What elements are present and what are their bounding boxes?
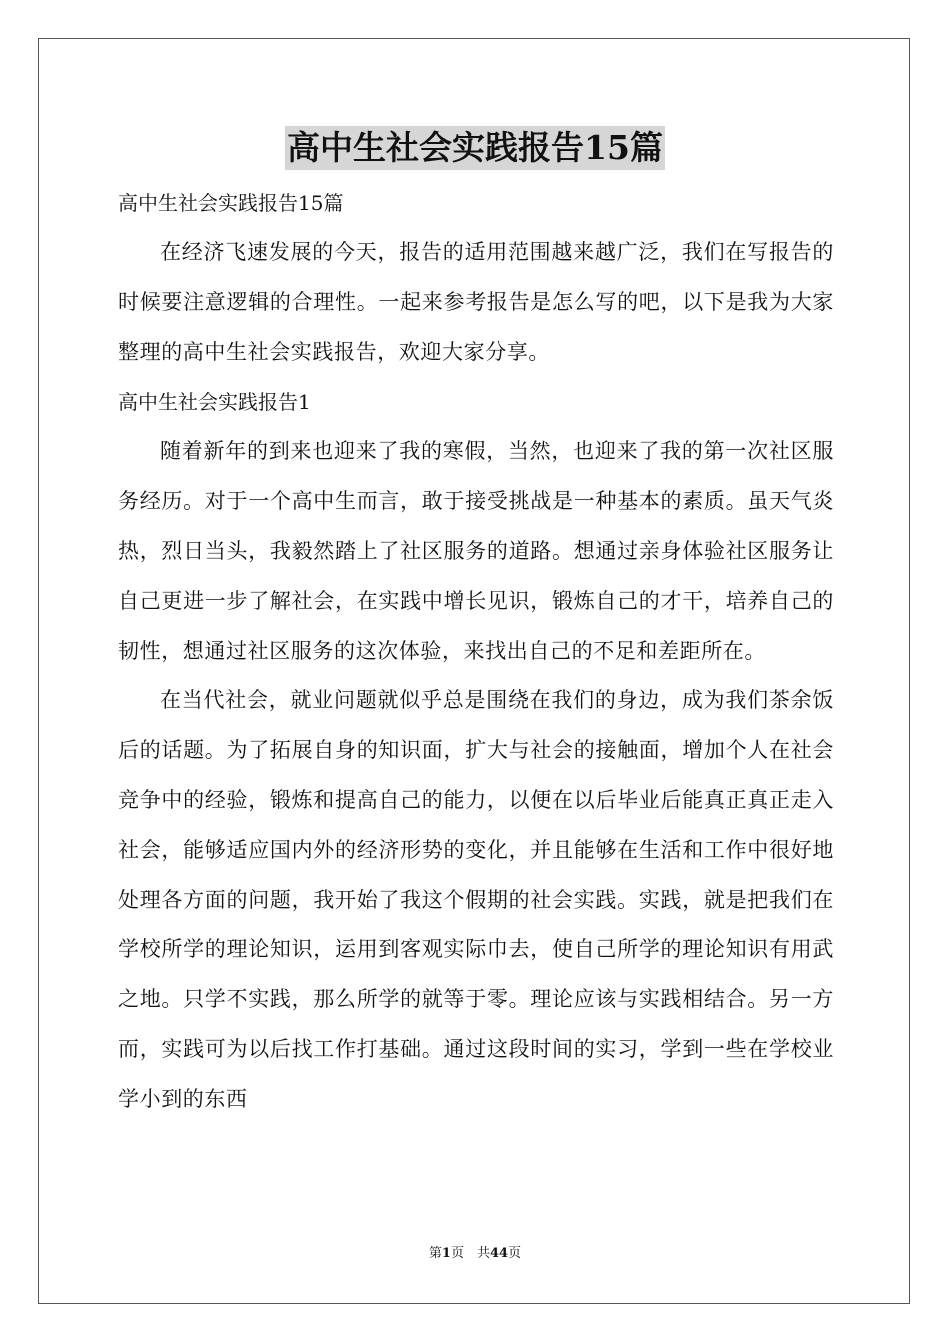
- footer-mid: 页 共: [450, 1246, 490, 1261]
- body-paragraph-1: 随着新年的到来也迎来了我的寒假，当然，也迎来了我的第一次社区服务经历。对于一个高中生而言，敢于接受挑战是一种基本的素质。虽天气炎热，烈日当头，我毅然踏上了社区服务的道路。想通过亲身体验社区服务让自己更进一步了解社会，在实践中增长见识，锻炼自己的才干，培养自己的韧性，想通过社区服务的这次体验，来找出自己的不足和差距所在。: [118, 439, 834, 663]
- subtitle: 高中生社会实践报告15篇: [118, 191, 344, 215]
- footer-prefix: 第: [428, 1246, 442, 1261]
- section-heading: 高中生社会实践报告1: [118, 390, 311, 415]
- title-area: [0, 126, 950, 170]
- document-body: [118, 178, 834, 1125]
- body-paragraph-2: 在当代社会，就业问题就似乎总是围绕在我们的身边，成为我们茶余饭后的话题。为了拓展自身的知识面，扩大与社会的接触面，增加个人在社会竞争中的经验，锻炼和提高自己的能力，以便在以后毕业后能真正真正走入社会，能够适应国内外的经济形势的变化，并且能够在生活和工作中很好地处理各方面的问题，我开始了我这个假期的社会实践。实践，就是把我们在学校所学的理论知识，运用到客观实际巾去，使自己所学的理论知识有用武之地。只学不实践，那么所学的就等于零。理论应该与实践相结合。另一方而，实践可为以后找工作打基础。通过这段时间的实习，学到一些在学校业学小到的东西: [118, 688, 834, 1111]
- current-page-number: 1: [441, 1246, 451, 1261]
- document-title: 高中生社会实践报告15篇: [285, 126, 665, 170]
- intro-paragraph: 在经济飞速发展的今天，报告的适用范围越来越广泛，我们在写报告的时候要注意逻辑的合理性。一起来参考报告是怎么写的吧，以下是我为大家整理的高中生社会实践报告，欢迎大家分享。: [118, 240, 834, 364]
- page-footer: [0, 1244, 950, 1264]
- total-page-number: 44: [489, 1246, 509, 1261]
- footer-suffix: 页: [508, 1246, 522, 1261]
